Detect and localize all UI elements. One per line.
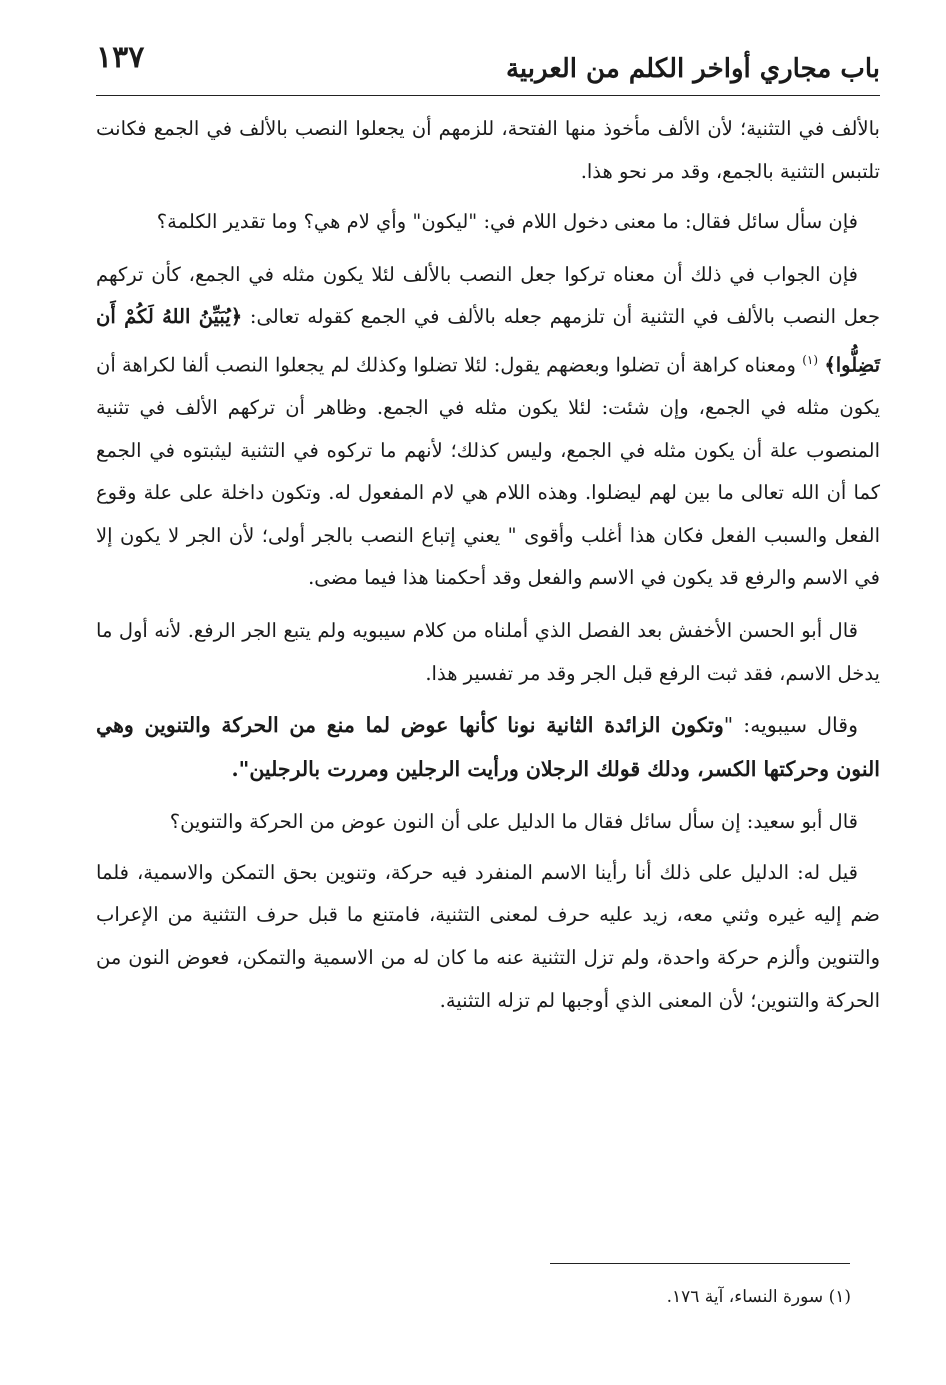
paragraph (96, 254, 880, 600)
header-rule (96, 95, 880, 96)
footnote-marker: (١) (802, 352, 819, 367)
paragraph: قال أبو الحسن الأخفش بعد الفصل الذي أملناه من كلام سيبويه ولم يتبع الجر الرفع. لأنه أول ما يدخل الاسم، فقد ثبت الرفع قبل الجر وقد مر تفسير هذا. (96, 619, 880, 685)
quote-intro: كقوله تعالى: (249, 305, 353, 329)
paragraph: قيل له: الدليل على ذلك أنا رأينا الاسم المنفرد فيه حركة، وتنوين بحق التمكن والاسمية، فلما ضم إليه غيره وثني معه، زيد عليه حرف لمعنى التثنية، فامتنع ما قبل حرف التثنية من الإعراب والتنوين وألزم حركة واحدة، ولم تزل التثنية عنه ما كان له من الاسمية والتمكن، فعوض النون من الحركة والتنوين؛ لأن المعنى الذي أوجبها لم تزله التثنية. (96, 860, 880, 1012)
running-title: باب مجاري أواخر الكلم من العربية (505, 54, 880, 84)
paragraph: قال أبو سعيد: إن سأل سائل فقال ما الدليل على أن النون عوض من الحركة والتنوين؟ (169, 810, 858, 834)
quote-suffix: ". (231, 757, 250, 782)
paragraph: بالألف في التثنية؛ لأن الألف مأخوذ منها الفتحة، للزمهم أن يجعلوا النصب بالألف في الجمع فكانت تلتبس التثنية بالجمع، وقد مر نحو هذا. (96, 117, 880, 183)
paragraph-text: فإن الجواب في ذلك أن معناه تركوا جعل النصب بالألف لئلا يكون مثله في الجمع، كأن تركهم جعل النصب بالألف في التثنية أن تلزمهم جعله بالألف في الجمع (96, 262, 881, 329)
main-text (96, 108, 880, 1032)
quote-prefix: وقال سيبويه: " (723, 713, 859, 738)
page-number: ١٣٧ (96, 40, 145, 75)
quote-text: وتكون الزائدة الثانية نونا كأنها عوض لما منع من الحركة والتنوين وهي النون وحركتها الكسر، ودلك قولك الرجلان ورأيت الرجلين ومررت بالرجلين (96, 713, 880, 782)
quran-verse: ﴿يُبَيِّنُ اللهُ لَكُمْ أَن تَضِلُّوا﴾ (96, 305, 881, 377)
footnote-rule (550, 1263, 850, 1264)
paragraph-text: ومعناه كراهة أن تضلوا وبعضهم يقول: لئلا تضلوا وكذلك لم يجعلوا النصب ألفا لكراهة أن يكون مثله في الجمع، وإن شئت: لئلا يكون مثله في الجمع. وظاهر أن تركهم الألف في تثنية المنصوب علة أن يكون مثله في الجمع، وليس كذلك؛ لأنهم ما تركوه في التثنية ليثبتوه في الجمع كما أن الله تعالى ما بين لهم ليضلوا. وهذه اللام هي لام المفعول له. وتكون داخلة على علة وقوع الفعل والسبب الفعل فكان هذا أغلب وأقوى " يعني إتباع النصب بالجر أولى؛ لأن الجر لا يكون إلا في الاسم والرفع قد يكون في الاسم والفعل وقد أحكمنا هذا فيما مضى. (96, 353, 880, 590)
paragraph: فإن سأل سائل فقال: ما معنى دخول اللام في: "ليكون" وأي لام هي؟ وما تقدير الكلمة؟ (156, 210, 858, 234)
sibawayh-quote (96, 703, 880, 791)
page-header (96, 40, 880, 95)
footnote: (١) سورة النساء، آية ١٧٦. (666, 1287, 851, 1307)
